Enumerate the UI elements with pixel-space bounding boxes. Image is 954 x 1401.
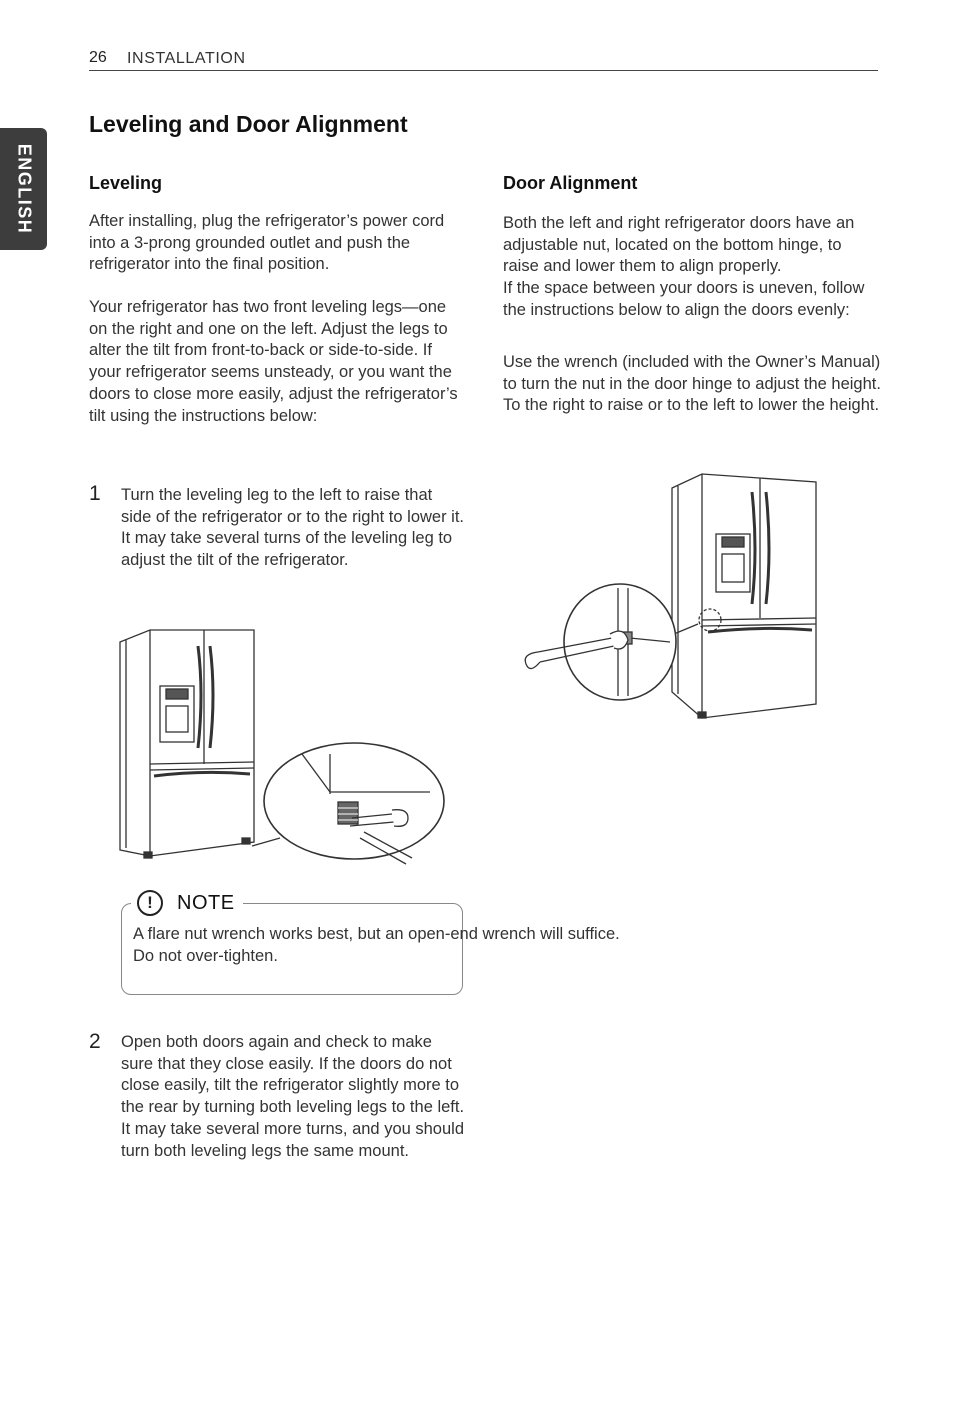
page-number: 26 [89, 49, 107, 66]
step-2-text: Open both doors again and check to make sure that they close easily. If the doors do not close easily, tilt the refrigerator slightly more to the rear by turning both leveling legs to the left. It may take several more turns, and you should turn both leveling legs the same mount. [121, 1033, 465, 1160]
section-label: INSTALLATION [127, 50, 246, 67]
language-tab-label: ENGLISH [14, 143, 34, 235]
step-1-text: Turn the leveling leg to the left to raise that side of the refrigerator or to the right to lower it. It may take several turns of the leveling leg to adjust the tilt of the refrigerator. [121, 486, 464, 570]
exclamation-icon: ! [137, 890, 163, 916]
note-header [131, 888, 243, 918]
door-alignment-paragraph-1: Both the left and right refrigerator doors have an adjustable nut, located on the bottom hinge, to raise and lower them to align properly. [503, 214, 855, 276]
step-2-number: 2 [89, 1030, 101, 1053]
door-alignment-paragraph-2: If the space between your doors is uneven, follow the instructions below to align the doors evenly: [503, 279, 865, 319]
note-text: A flare nut wrench works best, but an open-end wrench will suffice. Do not over-tighten. [133, 925, 620, 965]
door-alignment-heading: Door Alignment [503, 173, 638, 193]
leveling-leg-illustration [112, 624, 452, 866]
page-title: Leveling and Door Alignment [89, 111, 408, 137]
door-hinge-illustration [520, 470, 820, 720]
leveling-paragraph-2: Your refrigerator has two front leveling legs—one on the right and one on the left. Adjust the legs to alter the tilt from front-to-back or side-to-side. If your refrigerator seems unsteady, or you want the doors to close more easily, adjust the refrigerator’s tilt using the instructions below: [89, 298, 458, 425]
language-tab [0, 128, 47, 250]
door-alignment-paragraph-3: Use the wrench (included with the Owner’s Manual) to turn the nut in the door hinge to adjust the height. To the right to raise or to the left to lower the height. [503, 353, 881, 415]
step-1-number: 1 [89, 482, 101, 505]
page-header [89, 48, 878, 71]
leveling-heading: Leveling [89, 173, 163, 193]
note-label: NOTE [177, 891, 235, 914]
leveling-paragraph-1: After installing, plug the refrigerator’s power cord into a 3-prong grounded outlet and push the refrigerator into the final position. [89, 212, 445, 274]
